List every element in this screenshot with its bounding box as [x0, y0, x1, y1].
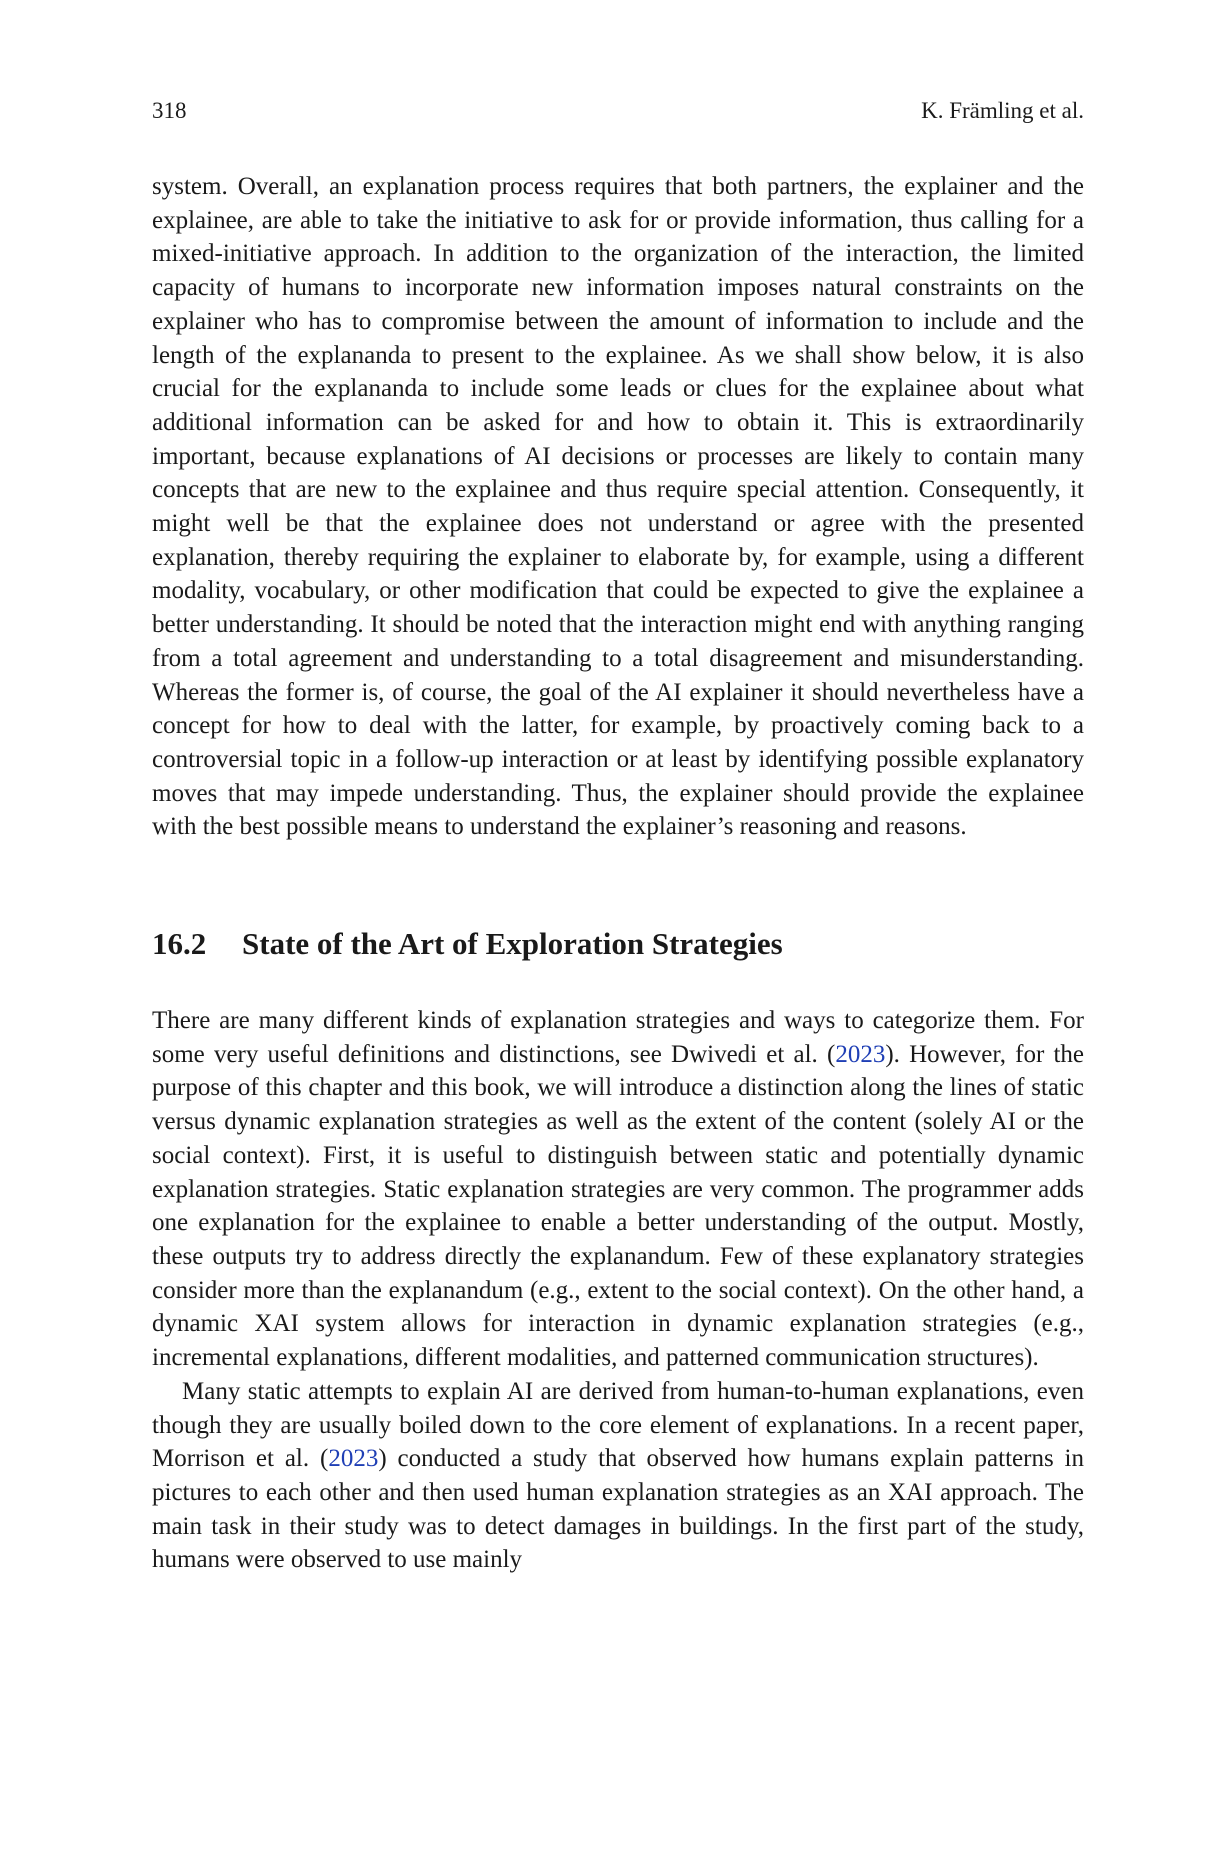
- citation-link-dwivedi[interactable]: 2023: [835, 1040, 886, 1068]
- intro-paragraph: system. Overall, an explanation process requires that both partners, the explainer and the explainee, are able to take the initiative to ask for or provide information, thus calling for a mixed-initiative approach. In addition to the organization of the interaction, the limited capacity of humans to incorporate new information imposes natural constraints on the explainer who has to compromise between the amount of information to include and the length of the explananda to present to the explainee. As we shall show below, it is also crucial for the explananda to include some leads or clues for the explainee about what additional information can be asked for and how to obtain it. This is extraordinarily important, because explanations of AI decisions or processes are likely to contain many concepts that are new to the explainee and thus require special attention. Consequently, it might well be that the explainee does not understand or agree with the presented explanation, thereby requiring the explainer to elaborate by, for example, using a different modality, vocabulary, or other modification that could be expected to give the explainee a better understanding. It should be noted that the interaction might end with anything ranging from a total agreement and understanding to a total disagreement and misunderstanding. Whereas the former is, of course, the goal of the AI explainer it should nevertheless have a concept for how to deal with the latter, for example, by proactively coming back to a controversial topic in a follow-up interaction or at least by identifying possible explanatory moves that may impede understanding. Thus, the explainer should provide the explainee with the best possible means to understand the explainer’s reasoning and reasons.: [152, 173, 1084, 841]
- section-title: State of the Art of Exploration Strategies: [242, 926, 783, 962]
- section-heading: [152, 924, 1084, 964]
- section-paragraph-2: [152, 1375, 1084, 1577]
- page-number: 318: [152, 98, 187, 123]
- paragraph-text: There are many different kinds of explanation strategies and ways to categorize them. For some very useful definitions and distinctions, see Dwivedi et al. (: [152, 1007, 1084, 1068]
- paragraph-text: ) conducted a study that observed how humans explain patterns in pictures to each other and then used human explanation strategies as an XAI approach. The main task in their study was to detect damages in buildings. In the first part of the study, humans were observed to use mainly: [152, 1445, 1085, 1574]
- section-paragraph-1: [152, 1004, 1084, 1375]
- paragraph-text: ). However, for the purpose of this chapter and this book, we will introduce a distinction along the lines of static versus dynamic explanation strategies as well as the extent of the content (solely AI or the social context). First, it is useful to distinguish between static and potentially dynamic explanation strategies. Static explanation strategies are very common. The programmer adds one explanation for the explainee to enable a better understanding of the output. Mostly, these outputs try to address directly the explanandum. Few of these explanatory strategies consider more than the explanandum (e.g., extent to the social context). On the other hand, a dynamic XAI system allows for interaction in dynamic explanation strategies (e.g., incremental explanations, different modalities, and patterned communication structures).: [152, 1040, 1084, 1372]
- paragraph-text: Many static attempts to explain AI are derived from human-to-human explanations, even though they are usually boiled down to the core element of explanations. In a recent paper, Morrison et al. (: [152, 1377, 1084, 1473]
- section-number: 16.2: [152, 926, 207, 962]
- citation-link-morrison[interactable]: 2023: [328, 1445, 379, 1473]
- book-page: [152, 96, 1084, 1577]
- running-author: K. Främling et al.: [921, 98, 1084, 123]
- running-head: [152, 96, 1084, 126]
